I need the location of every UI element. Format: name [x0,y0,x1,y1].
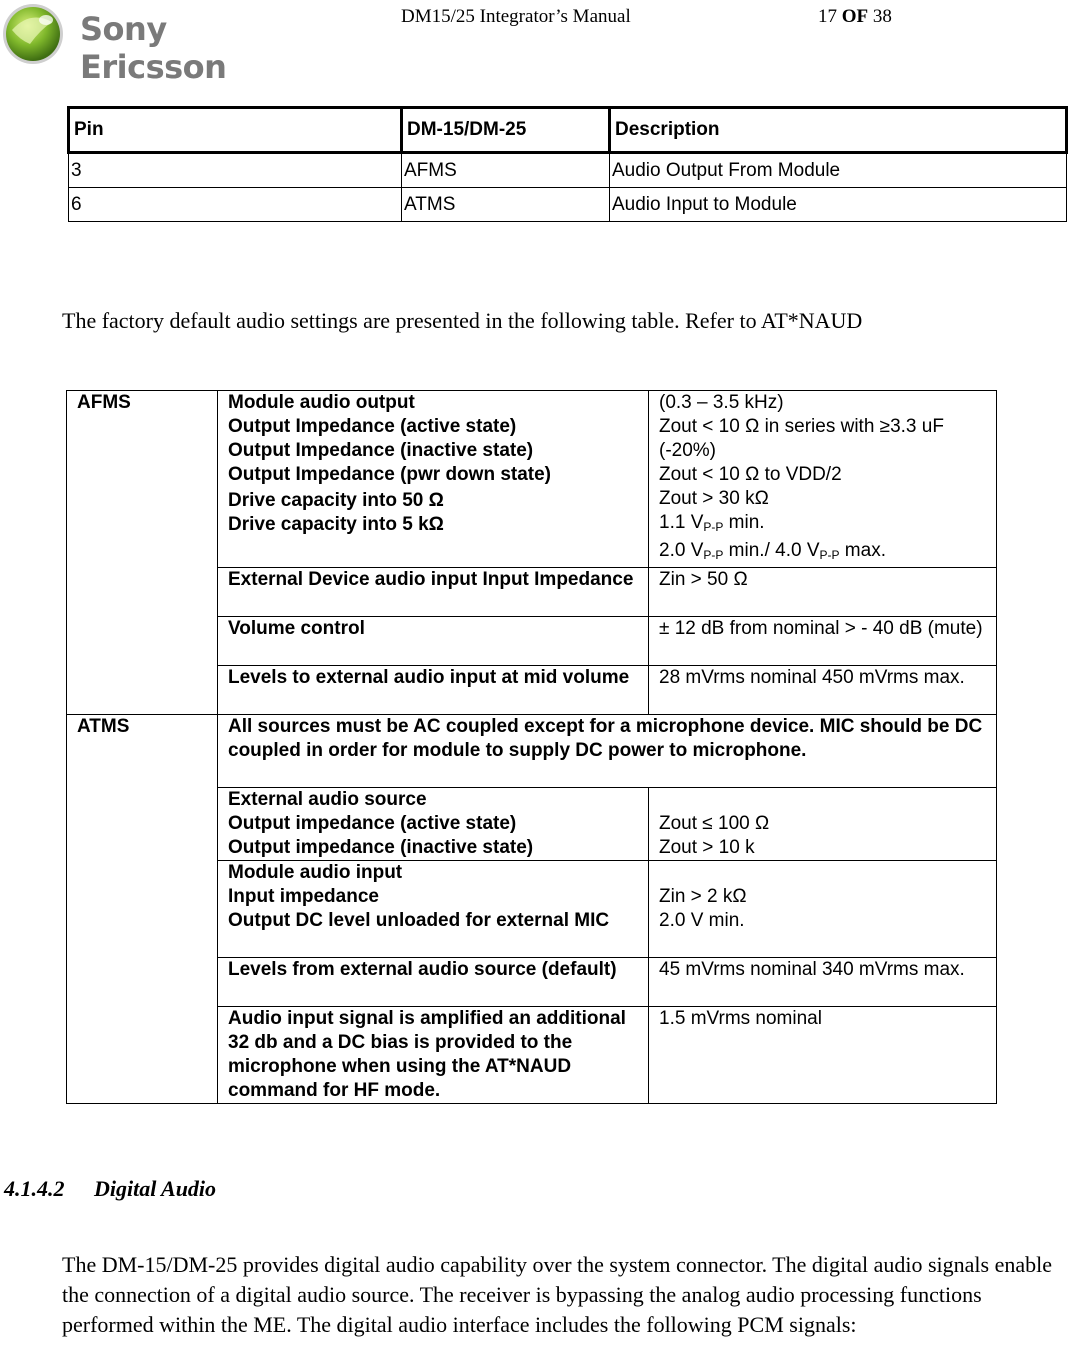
afms-levels-param: Levels to external audio input at mid volume [218,666,649,715]
document-title: DM15/25 Integrator’s Manual [401,6,631,27]
param-line: Module audio output [228,392,415,413]
sony-ericsson-globe-icon [0,0,70,66]
value-line: (0.3 – 3.5 kHz) [659,392,784,413]
table-row [67,391,997,568]
table-row [69,153,1067,188]
value-text: 1.1 V [659,512,704,533]
cell-model: ATMS [402,188,610,222]
page-current: 17 [818,6,837,27]
atms-input-values [649,861,997,958]
value-line: Zin > 2 kΩ [659,886,747,907]
atms-source-params [218,788,649,861]
atms-note: All sources must be AC coupled except for a microphone device. MIC should be DC coupled in order for module to supply DC power to microphone. [218,715,997,788]
value-line: Zout ≤ 100 Ω [659,813,770,834]
page-number [818,6,892,28]
value-text: max. [839,540,886,561]
param-line: Output Impedance (pwr down state) [228,464,552,485]
cell-model: AFMS [402,153,610,188]
group-atms: ATMS [67,715,218,1104]
header-description: Description [610,108,1067,153]
param-line: External audio source [228,789,427,810]
header-model: DM-15/DM-25 [402,108,610,153]
value-line: Zout > 10 k [659,837,755,858]
value-line: Zout > 30 kΩ [659,488,769,509]
param-line: Input impedance [228,886,379,907]
cell-pin: 3 [69,153,402,188]
afms-levels-value: 28 mVrms nominal 450 mVrms max. [649,666,997,715]
value-subscript: P-P [819,548,840,562]
afms-input-impedance-param: External Device audio input Input Impedance [218,568,649,617]
pin-table-header [69,108,1067,153]
cell-description: Audio Output From Module [610,153,1067,188]
value-text: 2.0 V [659,540,704,561]
afms-volume-value: ± 12 dB from nominal > - 40 dB (mute) [649,617,997,666]
body-paragraph: The DM-15/DM-25 provides digital audio capability over the system connector. The digital audio signals enable the connection of a digital audio source. The receiver is bypassing the analog audio processing functions performed within the ME. The digital audio interface includes the following PCM signals: [62,1252,1052,1337]
section-number: 4.1.4.2 [4,1176,65,1201]
param-line: Module audio input [228,862,403,883]
value-line [659,539,986,567]
header-pin: Pin [69,108,402,153]
page-total: 38 [872,6,892,27]
param-line: Drive capacity into 50 Ω [228,490,444,511]
atms-input-params [218,861,649,958]
group-afms: AFMS [67,391,218,715]
value-text: min./ 4.0 V [723,540,820,561]
value-line: Zout < 10 Ω to VDD/2 [659,464,842,485]
section-heading [4,1176,216,1202]
param-line: Drive capacity into 5 kΩ [228,514,444,535]
page-of: OF [841,6,869,27]
section-title: Digital Audio [94,1176,217,1201]
afms-output-params [218,391,649,568]
sony-ericsson-logo [0,0,320,86]
afms-input-impedance-value: Zin > 50 Ω [649,568,997,617]
param-line: Output impedance (inactive state) [228,837,534,858]
cell-description: Audio Input to Module [610,188,1067,222]
value-subscript: P-P [703,548,724,562]
atms-amplified-param: Audio input signal is amplified an additional 32 db and a DC bias is provided to the microphone when using the AT*NAUD command for HF mode. [218,1007,649,1104]
atms-amplified-value: 1.5 mVrms nominal [649,1007,997,1104]
atms-source-values [649,788,997,861]
value-subscript: P-P [703,520,724,534]
param-line: Output DC level unloaded for external MIC [228,910,610,931]
table-row [69,188,1067,222]
pin-table [67,106,1068,222]
atms-levels-param: Levels from external audio source (default) [218,958,649,1007]
value-text: min. [723,512,765,533]
audio-settings-table [66,390,997,1104]
param-line: Output Impedance (active state) [228,416,517,437]
afms-volume-param: Volume control [218,617,649,666]
atms-levels-value: 45 mVrms nominal 340 mVrms max. [649,958,997,1007]
param-line: Output impedance (active state) [228,813,517,834]
intro-paragraph: The factory default audio settings are presented in the following table. Refer to AT*NAUD [62,308,863,333]
table-row [67,715,997,788]
value-line: Zout < 10 Ω in series with ≥3.3 uF (-20%) [659,416,944,461]
afms-output-values [649,391,997,568]
cell-pin: 6 [69,188,402,222]
param-line: Output Impedance (inactive state) [228,440,534,461]
value-line [659,511,986,539]
brand-name: Sony Ericsson [80,10,227,86]
value-line: 2.0 V min. [659,910,745,931]
